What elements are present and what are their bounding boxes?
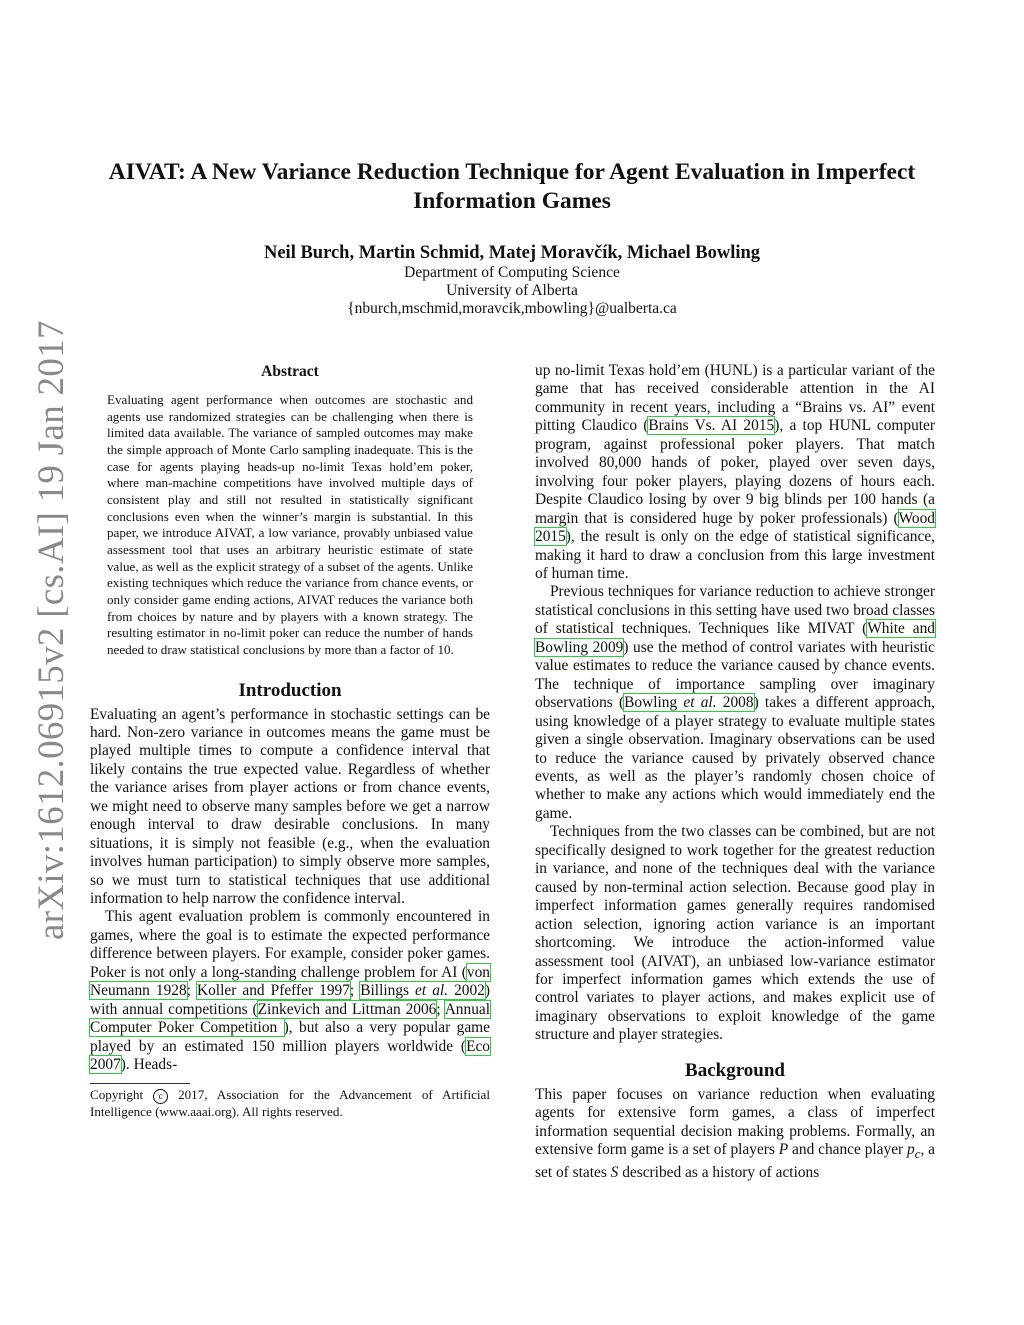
text-run: described as a history of actions bbox=[618, 1163, 820, 1181]
citation-link[interactable] bbox=[624, 694, 753, 711]
text-run: Previous techniques for variance reduction to achieve stronger statistical conclusions in this setting have used two broad classes of statistical techniques. Techniques like MIVAT ( bbox=[535, 583, 935, 638]
text-run: ), but also a very popular game played by an estimated 150 million players worldwide ( bbox=[90, 1019, 490, 1055]
text-run: ). Heads- bbox=[120, 1056, 178, 1074]
department: Department of Computing Science bbox=[404, 264, 620, 281]
background-paragraph-1 bbox=[535, 1086, 935, 1182]
citation-etal: et al. bbox=[415, 982, 449, 1000]
author-list: Neil Burch, Martin Schmid, Matej Moravčík, Michael Bowling bbox=[263, 243, 761, 263]
citation-link[interactable] bbox=[360, 982, 485, 999]
citation-author: Billings bbox=[360, 982, 416, 1000]
background-heading: Background bbox=[685, 1059, 785, 1081]
citation-author: Bowling bbox=[624, 694, 684, 712]
math-subscript: c bbox=[914, 1147, 921, 1162]
math-symbol: P bbox=[778, 1141, 789, 1159]
intro-paragraph-4 bbox=[535, 583, 935, 823]
introduction-heading: Introduction bbox=[238, 679, 342, 701]
text-run: ) with annual competitions ( bbox=[90, 982, 491, 1018]
text-run: ), a top HUNL computer program, against professional poker players. That match involved 80,000 hands of poker, played over seven days, involving four poker players, playing dozens of hours each. Despite Claudico losing by over 9 big blinds per 100 hands (a margin that is considered huge by poker professionals) ( bbox=[535, 417, 936, 527]
citation-link[interactable]: Brains Vs. AI 2015 bbox=[648, 417, 775, 435]
citation-link[interactable]: Wood 2015 bbox=[535, 509, 935, 546]
intro-paragraph-3 bbox=[535, 362, 935, 583]
copyright-footnote bbox=[90, 1087, 490, 1120]
text-run: ; bbox=[349, 982, 361, 1000]
text-run: , a set of states bbox=[535, 1141, 935, 1181]
right-column bbox=[535, 362, 935, 1182]
text-run: ), the result is only on the edge of statistical significance, making it hard to draw a conclusion from this large investment of human time. bbox=[535, 528, 935, 582]
paper-title: AIVAT: A New Variance Reduction Technique for Agent Evaluation in Imperfect Information Games bbox=[108, 159, 916, 214]
left-column bbox=[90, 362, 490, 1120]
text-run: This agent evaluation problem is commonly encountered in games, where the goal is to estimate the expected performance difference between players. For example, consider poker games. Poker is not only a long-standing challenge problem for AI ( bbox=[90, 908, 490, 981]
text-run: ) takes a different approach, using knowledge of a player strategy to evaluate multiple states given a single observation. Imaginary observations can be used to reduce the variance caused by privately observed chance events, as well as the player’s randomly chosen choice of whether to make any actions which would immediately end the game. bbox=[535, 694, 935, 822]
citation-link[interactable]: Annual Computer Poker Competition bbox=[90, 1000, 490, 1037]
citation-link[interactable]: White and Bowling 2009 bbox=[535, 620, 935, 656]
text-run: This paper focuses on variance reduction when evaluating agents for extensive form games, a class of imperfect information sequential decision making problems. Formally, an extensive form game is a set of players bbox=[535, 1085, 935, 1159]
citation-link[interactable]: Koller and Pfeffer 1997 bbox=[197, 982, 350, 1000]
citation-link[interactable]: Zinkevich and Littman 2006 bbox=[257, 1000, 437, 1018]
citation-link[interactable]: von Neumann 1928 bbox=[90, 963, 490, 1000]
text-run: ; bbox=[186, 982, 197, 1000]
footnote-prefix: Copyright bbox=[90, 1086, 154, 1102]
text-run: ; bbox=[436, 1000, 445, 1018]
footnote-text: 2017, Association for the Advancement of Artificial Intelligence (www.aaai.org). All rights reserved. bbox=[90, 1086, 490, 1119]
university: University of Alberta bbox=[446, 282, 578, 299]
math-symbol: p bbox=[907, 1141, 915, 1159]
author-emails: {nburch,mschmid,moravcik,mbowling}@ualberta.ca bbox=[347, 300, 677, 317]
citation-link[interactable]: Eco 2007 bbox=[90, 1037, 490, 1074]
abstract-text: Evaluating agent performance when outcomes are stochastic and agents use randomized strategies can be challenging when there is limited data available. The variance of sampled outcomes may make the simple approach of Monte Carlo sampling inadequate. This is the case for agents playing heads-up no-limit Texas hold’em poker, where man-machine competitions have involved multiple days of consistent play and still not resulted in statistically significant conclusions even when the winner’s margin is substantial. In this paper, we introduce AIVAT, a low variance, provably unbiased value assessment tool that uses an arbitrary heuristic estimate of state value, as well as the explicit strategy of a subset of the agents. Unlike existing techniques which reduce the variance from chance events, or only consider game ending actions, AIVAT reduces the variance both from choices by nature and by players with a known strategy. The resulting estimator in no-limit poker can reduce the number of hands needed to draw statistical conclusions by more than a factor of 10. bbox=[107, 392, 473, 657]
citation-etal: et al. bbox=[683, 694, 717, 712]
text-run: ) use the method of control variates with heuristic value estimates to reduce the variance caused by chance events. The technique of importance sampling over imaginary observations ( bbox=[535, 638, 935, 712]
intro-paragraph-5: Techniques from the two classes can be combined, but are not specifically designed to work together for the greatest reduction in variance, and none of the techniques deal with the variance caused by non-terminal action selection. Because good play in imperfect information games generally requires randomised action selection, ignoring action variance is an important shortcoming. We introduce the action-informed value assessment tool (AIVAT), an unbiased low-variance estimator for imperfect information games which extends the use of control variates to player actions, and makes explicit use of imaginary observations to exploit knowledge of the game structure and player strategies. bbox=[535, 823, 935, 1044]
arxiv-identifier: arXiv:1612.06915v2 [cs.AI] 19 Jan 2017 bbox=[31, 320, 72, 940]
abstract-heading: Abstract bbox=[261, 363, 319, 380]
intro-paragraph-1: Evaluating an agent’s performance in stochastic settings can be hard. Non-zero variance in outcomes means the game must be played multiple times to compute a confidence interval that likely contains the true expected value. Regardless of whether the variance arises from player actions or from chance events, we might need to observe many samples before we get a narrow enough interval to draw desirable conclusions. In many situations, it is simply not feasible (e.g., when the evaluation involves human participation) to simply observe more samples, so we must turn to statistical techniques that use additional information to help narrow the confidence interval. bbox=[90, 705, 490, 908]
citation-year: 2008 bbox=[716, 694, 754, 712]
intro-paragraph-2 bbox=[90, 908, 490, 1074]
math-symbol: S bbox=[610, 1163, 619, 1181]
title-block bbox=[80, 158, 944, 318]
text-run: up no-limit Texas hold’em (HUNL) is a particular variant of the game that has received considerable attention in the AI community in recent years, including a “Brains vs. AI” event pitting Claudico ( bbox=[535, 362, 935, 435]
citation-year: 2002 bbox=[448, 982, 485, 1000]
copyright-icon: c bbox=[153, 1089, 168, 1104]
footnote-divider bbox=[90, 1083, 190, 1084]
text-run: and chance player bbox=[788, 1141, 908, 1159]
